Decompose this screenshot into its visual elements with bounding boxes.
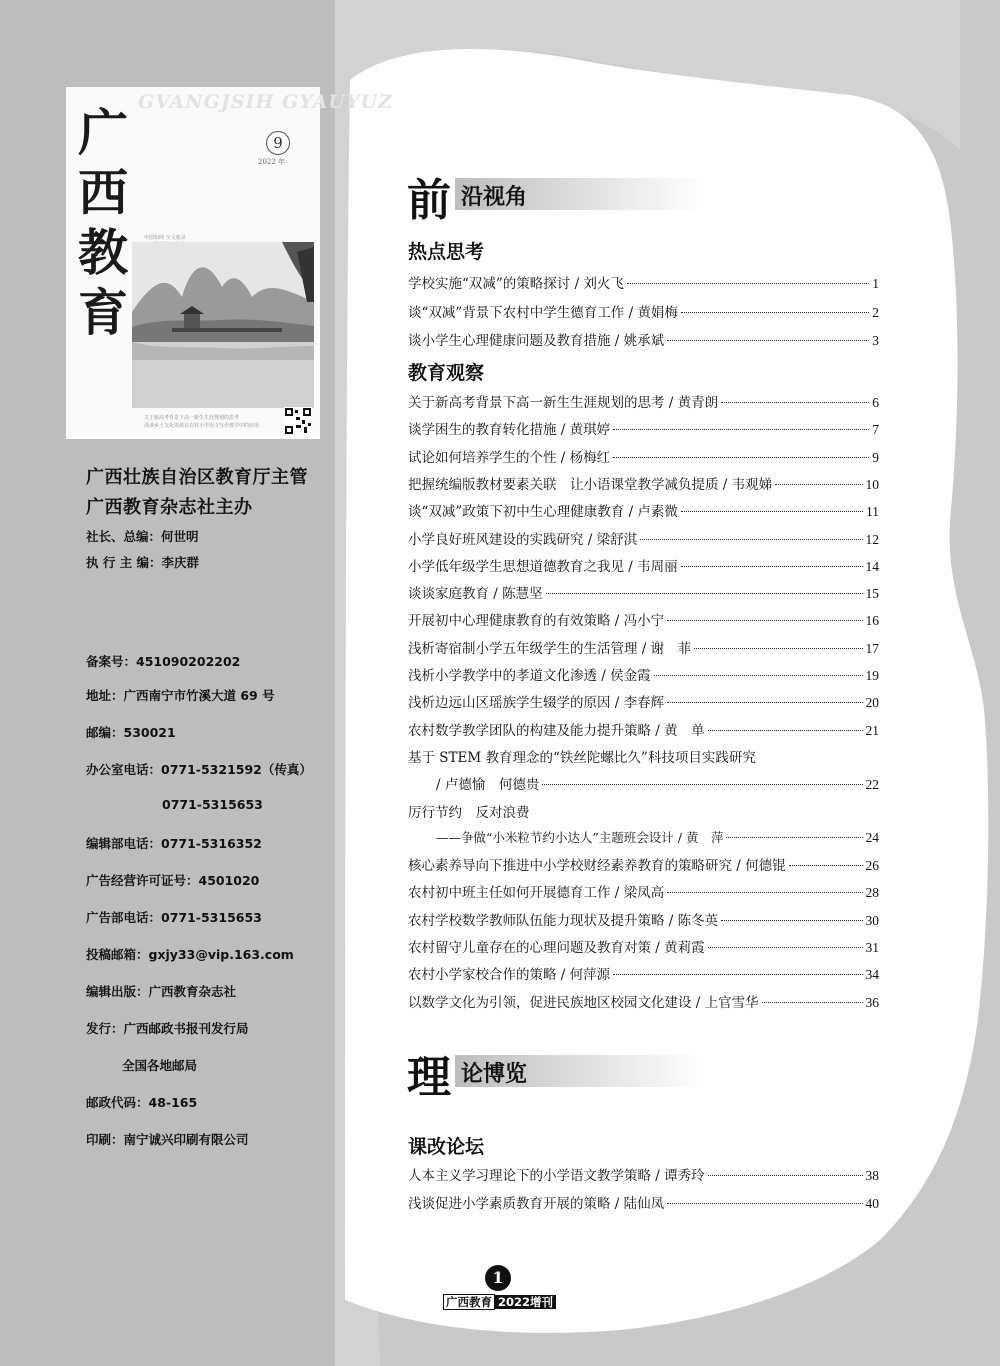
info-line: 地址：广西南宁市竹溪大道 69 号 [86,688,275,703]
toc-entry-page: 10 [865,476,879,492]
toc-entry[interactable] [408,301,879,323]
cover-title [74,103,132,343]
toc-entry[interactable] [408,609,879,631]
info-line: 广告经营许可证号：4501020 [86,873,260,888]
toc-entry[interactable] [436,828,879,850]
toc-entry-title: 农村学校数学教师队伍能力现状及提升策略 / 陈冬英 [408,912,719,929]
leader-dots [708,1175,863,1176]
toc-entry-page: 26 [865,858,879,873]
leader-dots [542,784,862,785]
leader-dots [640,539,862,540]
leader-dots [613,457,869,458]
info-line: 全国各地邮局 [122,1058,198,1073]
cover-title-char: 西 [78,163,128,222]
toc-entry-title: 农村小学家校合作的策略 / 何萍源 [408,967,611,984]
toc-entry-title[interactable]: 厉行节约 反对浪费 [408,805,530,821]
leader-dots [667,892,862,893]
toc-entry-page: 3 [872,333,879,348]
toc-entry-page: 28 [865,885,879,901]
toc-entry-title: 关于新高考背景下高一新生生涯规划的思考 / 黄青朗 [408,395,719,411]
toc-entry-title: 学校实施“双减”的策略探讨 / 刘火飞 [408,276,624,292]
info-line: 邮编：530021 [86,725,176,740]
exec-editor: 执 行 主 编：李庆群 [86,555,200,570]
toc-entry-page: 22 [865,777,879,792]
toc-entry-title: 谈“双减”政策下初中生心理健康教育 / 卢素微 [408,504,678,521]
toc-entry-title: 把握统编版教材要素关联 让小语课堂教学减负提质 / 韦观娣 [408,476,773,493]
toc-entry-title: 谈“双减”背景下农村中学生德育工作 / 黄娟梅 [408,304,678,321]
cover-title-char: 教 [78,223,128,282]
toc-entry-title: 以数学文化为引领，促进民族地区校园文化建设 / 上官雪华 [408,994,759,1011]
magazine-cover [66,87,393,439]
leader-dots [762,1002,863,1003]
toc-entry-title: 谈小学生心理健康问题及教育措施 / 姚承斌 [408,333,665,349]
toc-entry[interactable] [408,936,879,958]
toc-entry-title: 浅析小学教学中的孝道文化渗透 / 侯金霞 [408,668,651,684]
toc-entry-title: 核心素养导向下推进中小学校财经素养教育的策略研究 / 何德锟 [408,858,786,874]
toc-entry-title: 试论如何培养学生的个性 / 杨梅红 [408,449,611,466]
leader-dots [708,730,863,731]
cover-issue-number: 9 [266,131,290,155]
toc-entry-title: 浅析边远山区瑶族学生辍学的原因 / 李春辉 [408,695,665,712]
subsection-reform: 课改论坛 [408,1136,485,1158]
toc-entry[interactable] [408,1164,879,1186]
toc-entry[interactable] [408,854,879,876]
leader-dots [789,865,863,866]
leader-dots [613,974,862,975]
info-line: 广告部电话：0771-5315653 [86,910,262,925]
info-line: 发行：广西邮政书报刊发行局 [86,1021,249,1036]
toc-entry-page: 31 [865,939,879,955]
leader-dots [775,484,862,485]
subsection-hot: 热点思考 [408,241,485,263]
page-number: 1 [485,1265,511,1291]
toc-entry-title: 小学良好班风建设的实践研究 / 梁舒淇 [408,531,638,548]
leader-dots [721,402,869,403]
toc-entry-title: 农村留守儿童存在的心理问题及教育对策 / 黄莉霞 [408,939,705,956]
info-line: 邮政代码：48-165 [86,1095,198,1110]
toc-entry[interactable] [408,691,879,713]
leader-dots [726,837,862,838]
toc-entry-page: 2 [872,304,879,320]
toc-entry-page: 20 [865,695,879,711]
sponsor-org: 广西教育杂志社主办 [86,497,253,518]
toc-entry-page: 14 [865,558,879,574]
cover-footer-line: 关于新高考背景下高一新生生涯规划的思考 [144,415,240,421]
toc-entry[interactable] [408,909,879,931]
toc-entry[interactable] [408,418,879,440]
cover-footer-line: 浅谈乡土文化资源在农村小学语文写作教学中的应用 [144,423,260,429]
cover-landscape-photo [132,242,314,408]
leader-dots [546,593,863,594]
toc-entry-page: 40 [865,1196,879,1211]
toc-entry[interactable] [408,272,879,294]
journal-footer [443,1294,556,1310]
toc-entry-title: 谈学困生的教育转化措施 / 黄琪婷 [408,422,611,439]
leader-dots [654,675,863,676]
section-title-initial: 前 [407,175,451,226]
toc-entry-page: 17 [865,640,879,656]
cover-footer-text [144,414,294,430]
toc-entry-page: 24 [865,830,879,845]
section-title-rest: 论博览 [461,1061,528,1087]
toc-entry[interactable] [408,582,879,604]
cover-title-char: 育 [78,283,128,342]
toc-entry[interactable] [408,329,879,351]
toc-entry-page: 16 [865,613,879,629]
leader-dots [613,429,869,430]
toc-entry-title: 农村数学教学团队的构建及能力提升策略 / 黄 单 [408,722,705,739]
toc-entry[interactable] [408,391,879,413]
cover-roman-title: GVANGJSIH GYAUYUZ [138,91,393,113]
toc-entry[interactable] [408,881,879,903]
toc-entry[interactable] [408,991,879,1013]
toc-entry-page: 19 [865,668,879,683]
toc-entry[interactable] [408,500,879,522]
footer-edition: 2022增刊 [495,1295,556,1309]
toc-entry[interactable] [408,719,879,741]
toc-entry[interactable] [408,637,879,659]
info-line: 0771-5315653 [162,797,263,812]
leader-dots [667,702,862,703]
toc-entry-page: 12 [865,531,879,547]
toc-entry-author: / 卢德愉 何德贵 [436,777,540,793]
footer-journal: 广西教育 [443,1294,495,1310]
toc-entry-page: 7 [872,422,879,438]
toc-entry-title: 开展初中心理健康教育的有效策略 / 冯小宁 [408,613,665,630]
toc-entry-page: 38 [865,1168,879,1183]
leader-dots [694,648,862,649]
toc-entry-page: 34 [865,967,879,983]
toc-entry-page: 1 [872,276,879,291]
toc-entry-title: 浅析寄宿制小学五年级学生的生活管理 / 谢 菲 [408,640,692,657]
toc-entry-title: 浅谈促进小学素质教育开展的策略 / 陆仙凤 [408,1196,665,1212]
toc-entry-page: 30 [865,912,879,928]
toc-entry-title[interactable]: 基于 STEM 教育理念的“铁丝陀螺比久”科技项目实践研究 [408,750,756,766]
toc-entry-page: 36 [865,994,879,1010]
toc-entry-subtitle: ——争做“小米粒节约小达人”主题班会设计 / 黄 萍 [436,830,724,845]
toc-entry[interactable] [408,446,879,468]
toc-entry-title: 人本主义学习理论下的小学语文教学策略 / 谭秀玲 [408,1168,705,1184]
toc-entry-title: 农村初中班主任如何开展德育工作 / 梁凤高 [408,885,665,902]
info-line: 编辑部电话：0771-5316352 [86,836,262,851]
supervisor-org: 广西壮族自治区教育厅主管 [86,467,308,488]
leader-dots [667,340,869,341]
toc-entry-page: 11 [866,504,879,520]
info-line: 投稿邮箱：gxjy33@vip.163.com [86,947,294,962]
leader-dots [681,566,863,567]
toc-entry[interactable] [408,1192,879,1214]
leader-dots [681,511,863,512]
leader-dots [667,620,862,621]
section-title-rest: 沿视角 [461,184,528,210]
toc-entry[interactable] [408,473,879,495]
toc-entry[interactable] [408,528,879,550]
section-title-initial: 理 [407,1052,451,1103]
toc-entry-title: 小学低年级学生思想道德教育之我见 / 韦周丽 [408,558,678,575]
toc-entry-page: 15 [865,586,879,602]
cover-title-char: 广 [78,103,128,162]
toc-entry[interactable] [408,664,879,686]
cover-side-line: 中国知网 全文收录 [144,235,186,241]
subsection-observation: 教育观察 [408,362,485,384]
info-line: 印刷：南宁诚兴印刷有限公司 [86,1132,249,1147]
toc-entry[interactable] [408,963,879,985]
toc-entry[interactable] [408,555,879,577]
leader-dots [681,312,869,313]
cover-year: 2022 年 [258,158,286,166]
president: 社长、总编：何世明 [86,529,199,544]
leader-dots [667,1203,862,1204]
leader-dots [708,947,863,948]
leader-dots [721,920,862,921]
toc-entry-title: 谈谈家庭教育 / 陈慧坚 [408,586,543,603]
info-line: 编辑出版：广西教育杂志社 [86,984,237,999]
toc-entry-page: 9 [872,449,879,465]
toc-entry-page: 6 [872,395,879,410]
info-line: 备案号：451090202202 [86,654,241,669]
info-line: 办公室电话：0771-5321592（传真） [86,762,312,777]
toc-entry-page: 21 [865,722,879,738]
toc-entry[interactable] [436,773,879,795]
leader-dots [627,283,869,284]
